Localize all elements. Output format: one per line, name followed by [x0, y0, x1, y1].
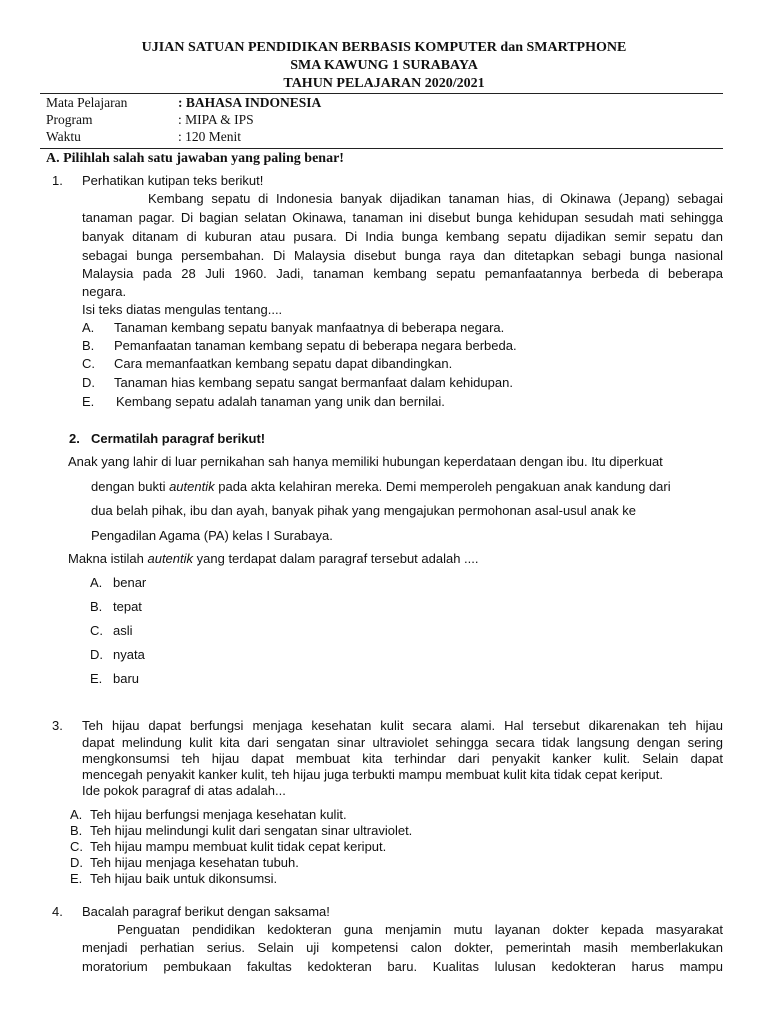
option-text: Teh hijau mampu membuat kulit tidak cepat keriput. — [90, 839, 387, 854]
text-run: yang terdapat dalam paragraf tersebut adalah .... — [193, 551, 479, 566]
option-text: asli — [113, 623, 133, 638]
info-label: Waktu — [46, 129, 81, 144]
option-letter: D. — [90, 647, 103, 662]
academic-year: TAHUN PELAJARAN 2020/2021 — [283, 76, 485, 91]
info-value: : MIPA & IPS — [178, 112, 254, 127]
passage-line: Malaysia pada 28 Juli 1960. Jadi, tanaman kembang sepatu pemanfaatannya berbeda di beberapa — [82, 266, 723, 281]
option-text: Teh hijau menjaga kesehatan tubuh. — [90, 855, 299, 870]
question-number: 1. — [52, 173, 63, 188]
paragraph-line: Pengadilan Agama (PA) kelas I Surabaya. — [91, 528, 333, 543]
option-text: Tanaman hias kembang sepatu sangat bermanfaat dalam kehidupan. — [114, 375, 513, 390]
option-text: Teh hijau melindungi kulit dari sengatan sinar ultraviolet. — [90, 823, 413, 838]
option-text: Tanaman kembang sepatu banyak manfaatnya di beberapa negara. — [114, 320, 505, 335]
exam-title: UJIAN SATUAN PENDIDIKAN BERBASIS KOMPUTER dan SMARTPHONE — [141, 40, 627, 55]
option-text: Pemanfaatan tanaman kembang sepatu di beberapa negara berbeda. — [114, 338, 517, 353]
header-rule — [40, 93, 723, 94]
option-letter: A. — [82, 320, 95, 335]
italic-term: autentik — [147, 551, 194, 566]
question-text: Ide pokok paragraf di atas adalah... — [82, 783, 286, 798]
option-letter: B. — [82, 338, 95, 353]
option-text: Cara memanfaatkan kembang sepatu dapat dibandingkan. — [114, 356, 453, 371]
info-rule — [40, 148, 723, 149]
passage-line: mencegah penyakit kanker kulit, teh hijau juga terbukti mampu membuat kulit kita tidak cepat keriput. — [82, 767, 663, 782]
section-title: A. Pilihlah salah satu jawaban yang paling benar! — [46, 151, 344, 166]
passage-line: menjadi perhatian serius. Selain uji kompetensi calon dokter, pemerintah masih memberlakukan — [82, 940, 723, 955]
option-letter: E. — [82, 394, 95, 409]
passage-line: mengkonsumsi teh hijau dapat membuat kita terhindar dari penyakit kanker kulit. Selain dapat — [82, 751, 723, 766]
question-prompt: Bacalah paragraf berikut dengan saksama! — [82, 904, 330, 919]
passage-line: tanaman pagar. Di bagian selatan Okinawa, tanaman ini disebut bunga kehidupan sesudah mati sehingga — [82, 210, 723, 225]
passage-line: negara. — [82, 284, 127, 299]
paragraph-line: dua belah pihak, ibu dan ayah, banyak pihak yang mengajukan permohonan asal-usul anak ke — [91, 503, 636, 518]
passage-line: dapat melindung kulit kita dari sengatan sinar ultraviolet sehingga secara tidak langsung dengan sering — [82, 735, 723, 750]
passage-line: Teh hijau dapat berfungsi menjaga kesehatan kulit secara alami. Hal tersebut dikarenakan teh hijau — [82, 718, 723, 733]
question-text: Isi teks diatas mengulas tentang.... — [82, 302, 283, 317]
option-letter: B. — [70, 823, 83, 838]
question-text — [68, 550, 479, 568]
option-text: tepat — [113, 599, 142, 614]
option-text: Teh hijau baik untuk dikonsumsi. — [90, 871, 278, 886]
question-prompt: Cermatilah paragraf berikut! — [91, 431, 266, 446]
option-letter: A. — [70, 807, 83, 822]
text-run: Makna istilah — [68, 551, 148, 566]
passage-line: moratorium pembukaan fakultas kedokteran baru. Kualitas lulusan kedokteran harus mampu — [82, 959, 723, 974]
option-text: Teh hijau berfungsi menjaga kesehatan kulit. — [90, 807, 347, 822]
question-number: 3. — [52, 718, 63, 733]
option-letter: C. — [70, 839, 83, 854]
info-label: Mata Pelajaran — [46, 95, 128, 110]
passage-line: sebagai bunga persembahan. Di Malaysia disebut bunga raya dan ditetapkan sebagi bunga nasional — [82, 248, 723, 263]
option-letter: C. — [82, 356, 95, 371]
passage-line: banyak ditanam di kuburan atau pusara. Di India bunga kembang sepatu dijadikan semir sepatu dan — [82, 229, 723, 244]
paragraph-line — [91, 478, 671, 496]
school-name: SMA KAWUNG 1 SURABAYA — [290, 58, 478, 73]
option-letter: A. — [90, 575, 103, 590]
option-letter: D. — [82, 375, 95, 390]
option-letter: D. — [70, 855, 83, 870]
option-letter: B. — [90, 599, 103, 614]
option-text: nyata — [113, 647, 145, 662]
question-number: 4. — [52, 904, 63, 919]
info-value: : BAHASA INDONESIA — [178, 95, 322, 110]
italic-term: autentik — [169, 479, 215, 494]
passage-line: Kembang sepatu di Indonesia banyak dijadikan tanaman hias, di Okinawa (Jepang) sebagai — [148, 191, 723, 206]
option-letter: C. — [90, 623, 103, 638]
passage-line: Penguatan pendidikan kedokteran guna menjamin mutu layanan dokter kepada masyarakat — [117, 922, 723, 937]
question-prompt: Perhatikan kutipan teks berikut! — [82, 173, 264, 188]
option-text: Kembang sepatu adalah tanaman yang unik dan bernilai. — [116, 394, 445, 409]
option-text: benar — [113, 575, 147, 590]
option-text: baru — [113, 671, 140, 686]
text-run: dengan bukti — [91, 479, 170, 494]
paragraph-line: Anak yang lahir di luar pernikahan sah hanya memiliki hubungan keperdataan dengan ibu. Itu diperkuat — [68, 454, 663, 469]
info-label: Program — [46, 112, 93, 127]
option-letter: E. — [70, 871, 83, 886]
text-run: pada akta kelahiran mereka. Demi memperoleh pengakuan anak kandung dari — [214, 479, 671, 494]
option-letter: E. — [90, 671, 103, 686]
info-value: : 120 Menit — [178, 129, 241, 144]
question-number: 2. — [69, 431, 80, 446]
